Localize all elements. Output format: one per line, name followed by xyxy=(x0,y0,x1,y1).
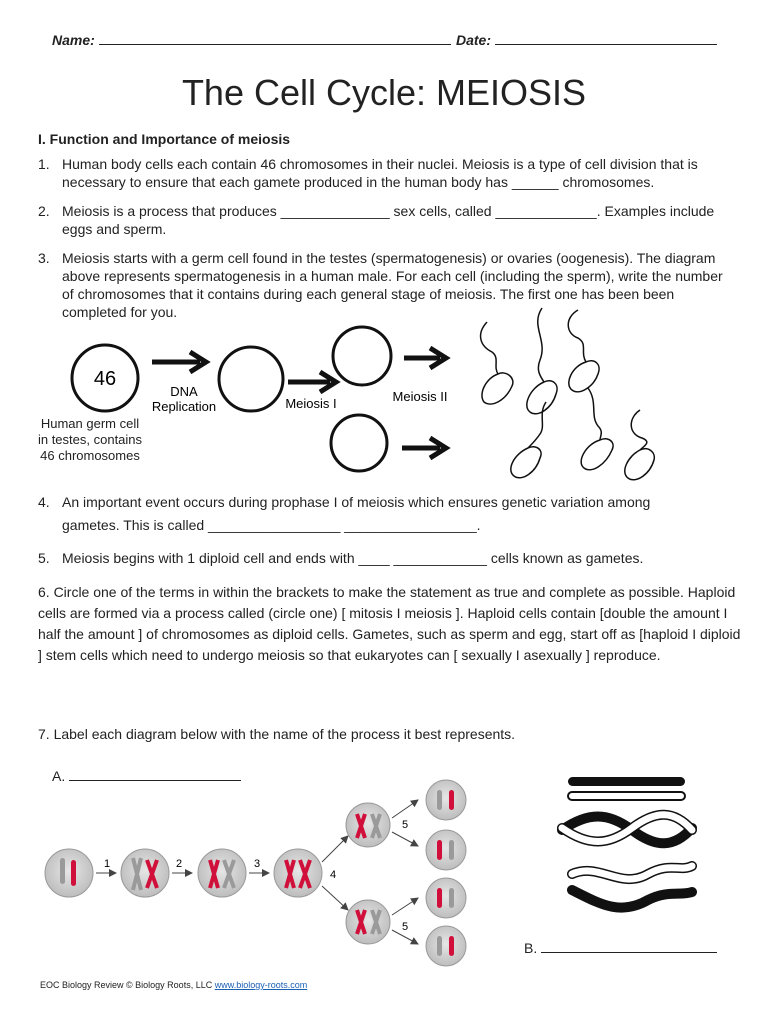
germ-cell-caption xyxy=(30,416,150,464)
stage-cell-1[interactable] xyxy=(45,849,93,897)
germ-cell-caption-line-3: 46 chromosomes xyxy=(40,448,140,463)
gamete-cell[interactable] xyxy=(426,926,466,966)
question-3-text: Meiosis starts with a germ cell found in the testes (spermatogenesis) or ovaries (oogenesis). The diagram above represents spermatogenesis in a human male. For each cell (including the sperm), write the number of chromosomes that it contains during each general stage of meiosis. The first one has been been completed for you. xyxy=(62,250,723,320)
arrow-icon xyxy=(404,348,446,368)
question-5 xyxy=(38,549,738,567)
meiosis-stages-diagram xyxy=(0,770,480,980)
name-label: Name: xyxy=(52,32,95,48)
question-5-number: 5. xyxy=(38,550,50,566)
sperm-icon[interactable] xyxy=(625,410,655,480)
recombined-chromatid-black xyxy=(572,890,692,908)
question-7-text: 7. Label each diagram below with the name of the process it best represents. xyxy=(38,726,516,742)
step-2: 2 xyxy=(176,858,183,870)
title-suffix: MEIOSIS xyxy=(436,72,587,113)
gamete-cell[interactable] xyxy=(426,878,466,918)
step-3: 3 xyxy=(254,858,261,870)
question-4-line-1: An important event occurs during prophase I of meiosis which ensures genetic variation among xyxy=(62,494,651,510)
chromatid-white xyxy=(568,792,685,800)
arrow-icon xyxy=(392,832,418,846)
section-heading: I. Function and Importance of meiosis xyxy=(38,131,291,147)
date-field[interactable] xyxy=(456,32,717,48)
footer xyxy=(40,980,307,990)
question-4-number: 4. xyxy=(38,494,50,510)
footer-text: EOC Biology Review © Biology Roots, LLC xyxy=(40,980,215,990)
name-field[interactable] xyxy=(52,32,451,48)
crossing-over-diagram xyxy=(540,770,710,920)
meiosis-1-cell-top[interactable] xyxy=(333,327,391,385)
question-5-text: Meiosis begins with 1 diploid cell and ends with ____ ____________ cells known as gametes. xyxy=(62,550,644,566)
stage-cell-4[interactable] xyxy=(274,849,322,897)
gamete-cell[interactable] xyxy=(426,830,466,870)
dna-label-1: DNA xyxy=(170,384,198,399)
arrow-icon xyxy=(322,886,348,910)
footer-link[interactable]: www.biology-roots.com xyxy=(214,980,308,990)
sperm-icon[interactable] xyxy=(568,310,599,392)
step-5-bottom: 5 xyxy=(402,921,409,933)
germ-cell-value: 46 xyxy=(93,368,117,390)
arrow-icon xyxy=(392,800,418,818)
arrow-icon xyxy=(152,352,206,372)
meiosis-1-cell-bottom[interactable] xyxy=(331,415,387,471)
question-2-number: 2. xyxy=(38,203,50,219)
date-label: Date: xyxy=(456,32,492,48)
name-line xyxy=(99,44,451,45)
chromatid-black xyxy=(568,777,685,786)
date-line xyxy=(495,44,717,45)
stage-cell-5-top[interactable] xyxy=(346,803,390,847)
germ-cell-caption-line-2: in testes, contains xyxy=(37,432,143,447)
germ-cell-caption-line-1: Human germ cell xyxy=(40,416,140,431)
question-4-line-2: gametes. This is called _________________ _________________. xyxy=(62,517,481,533)
title-prefix: The Cell Cycle: xyxy=(181,72,437,113)
page-title xyxy=(0,72,768,114)
label-b-line xyxy=(541,952,717,953)
gamete-cell[interactable] xyxy=(426,780,466,820)
arrow-icon xyxy=(392,898,418,915)
question-2-text: Meiosis is a process that produces ______________ sex cells, called _____________. Examples include eggs and sperm. xyxy=(62,203,715,237)
stage-cell-5-bottom[interactable] xyxy=(346,900,390,944)
replicated-cell[interactable] xyxy=(219,347,283,411)
question-7 xyxy=(38,725,738,743)
dna-label-2: Replication xyxy=(151,399,217,414)
label-b-field[interactable] xyxy=(524,940,717,956)
step-4: 4 xyxy=(330,869,337,881)
question-1-number: 1. xyxy=(38,156,50,172)
meiosis-2-label: Meiosis II xyxy=(392,389,448,404)
sperm-icon[interactable] xyxy=(527,308,557,414)
arrow-icon xyxy=(288,372,336,392)
question-2 xyxy=(38,202,738,238)
arrow-icon xyxy=(322,836,348,862)
sperm-icon[interactable] xyxy=(481,322,513,404)
step-5-top: 5 xyxy=(402,819,409,831)
question-1 xyxy=(38,155,738,191)
sperm-icon[interactable] xyxy=(581,388,613,470)
question-1-text: Human body cells each contain 46 chromosomes in their nuclei. Meiosis is a type of cell division that is necessary to ensure that each gamete produced in the human body has ______ chromosomes. xyxy=(62,156,698,190)
label-a: A. xyxy=(52,768,66,784)
meiosis-1-label: Meiosis I xyxy=(285,396,337,411)
question-6 xyxy=(38,582,742,666)
label-b: B. xyxy=(524,940,538,956)
question-3-number: 3. xyxy=(38,250,50,266)
step-1: 1 xyxy=(104,858,111,870)
question-4 xyxy=(38,493,738,534)
arrow-icon xyxy=(402,438,446,458)
stage-cell-2[interactable] xyxy=(121,849,169,897)
stage-cell-3[interactable] xyxy=(198,849,246,897)
question-6-text: 6. Circle one of the terms in within the brackets to make the statement as true and complete as possible. Haploid cells are formed via a process called (circle one) [ mitosis I meiosis ]. Haploid cells contain [double the amount I half the amount ] of chromosomes as diploid cells. Gametes, such as sperm and egg, start off as [haploid I diploid ] stem cells which need to undergo meiosis so that eukaryotes can [ sexually I asexually ] reproduce. xyxy=(38,584,741,663)
